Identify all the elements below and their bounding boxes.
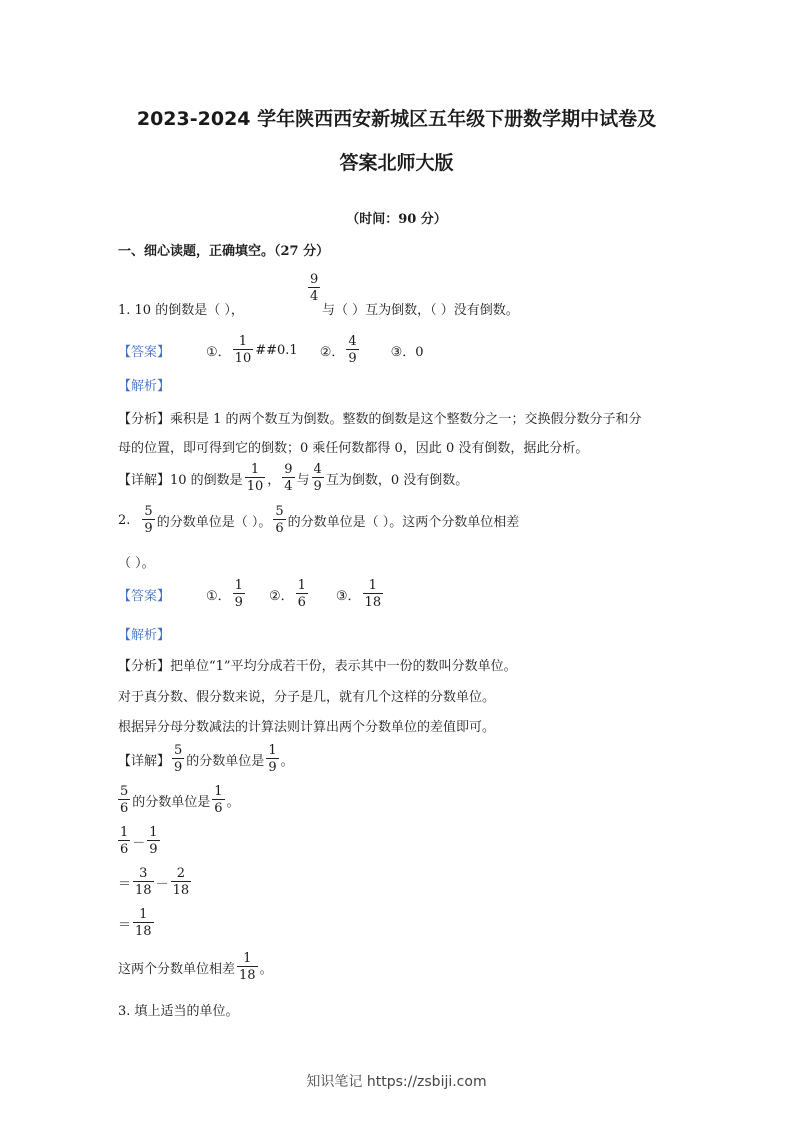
q2-detail-line-1 (118, 743, 294, 775)
detail-text: 的分数单位是 (186, 753, 265, 769)
frac-numerator: 3 (139, 866, 148, 881)
section-heading: 一、细心读题，正确填空。（27 分） (118, 244, 330, 259)
frac-denominator: 18 (135, 924, 152, 939)
frac-denominator: 6 (120, 801, 129, 816)
frac-numerator: 9 (284, 462, 293, 477)
frac-denominator: 6 (275, 521, 284, 536)
q2-answer-line (118, 578, 385, 610)
footer-watermark: 知识笔记 https://zsbiji.com (306, 1074, 487, 1090)
detail-text: 这两个分数单位相差 (118, 961, 236, 977)
frac-numerator: 1 (238, 334, 248, 349)
q1-detail-line (118, 462, 468, 494)
frac-numerator: 1 (214, 784, 223, 799)
question-1 (118, 299, 244, 318)
frac-numerator: 1 (120, 825, 129, 840)
frac-numerator: 5 (120, 784, 129, 799)
answer-3: ③．0 (390, 344, 424, 360)
frac-numerator: 2 (176, 866, 185, 881)
question-2 (118, 504, 519, 536)
frac-numerator: 1 (250, 462, 260, 477)
frac-denominator: 9 (149, 842, 158, 857)
frac-denominator: 6 (297, 595, 306, 610)
frac-numerator: 5 (174, 743, 183, 758)
frac-numerator: 1 (268, 743, 277, 758)
analysis-tag: 【解析】 (118, 628, 171, 643)
frac-denominator: 6 (120, 842, 129, 857)
q2-analysis-line-2: 对于真分数、假分数来说，分子是几，就有几个这样的分数单位。 (118, 690, 496, 705)
minus-sign: － (155, 876, 169, 892)
frac-numerator: 5 (144, 504, 153, 519)
q2-detail-line-3 (118, 825, 162, 857)
minus-sign: － (132, 835, 146, 851)
frac-denominator: 10 (234, 351, 252, 366)
frac-denominator: 18 (172, 883, 190, 898)
frac-numerator: 9 (310, 272, 319, 287)
frac-denominator: 9 (144, 521, 153, 536)
frac-numerator: 1 (139, 907, 148, 922)
frac-denominator: 9 (268, 760, 277, 775)
q1-analysis-line-1: 【分析】乘积是 1 的两个数互为倒数。整数的倒数是这个整数分之一；交换假分数分子和分 (118, 412, 642, 427)
frac-numerator: 1 (149, 825, 158, 840)
equals-sign: ＝ (118, 917, 132, 933)
q1-fraction (306, 272, 322, 304)
frac-numerator: 1 (368, 578, 377, 593)
q1-text-part-2: 与（ ）互为倒数，（ ）没有倒数。 (322, 303, 519, 318)
frac-denominator: 10 (246, 479, 264, 494)
answer-suffix: ##0.1 (255, 342, 298, 358)
answer-mark-1: ①． (206, 588, 231, 604)
q1-analysis-line-2: 母的位置，即可得到它的倒数；0 乘任何数都得 0，因此 0 没有倒数，据此分析。 (118, 441, 589, 456)
frac-numerator: 4 (348, 334, 357, 349)
q2-text-part-2: 的分数单位是（ ）。这两个分数单位相差 (287, 514, 520, 530)
analysis-tag: 【解析】 (118, 379, 171, 394)
frac-denominator: 9 (234, 595, 243, 610)
frac-numerator: 1 (297, 578, 306, 593)
frac-numerator: 4 (313, 462, 322, 477)
equals-sign: ＝ (118, 876, 132, 892)
q2-text-line-2: （ ）。 (118, 556, 155, 571)
frac-denominator: 9 (313, 479, 322, 494)
frac-numerator: 5 (275, 504, 284, 519)
answer-mark-2: ②． (268, 588, 294, 604)
page-title-line-1: 2023-2024 学年陕西西安新城区五年级下册数学期中试卷及 (136, 108, 657, 130)
frac-denominator: 4 (310, 289, 319, 304)
answer-tag: 【答案】 (118, 344, 171, 360)
detail-text: 。 (226, 794, 240, 810)
q2-analysis-line-1: 【分析】把单位“1”平均分成若干份，表示其中一份的数叫分数单位。 (118, 659, 517, 674)
q2-analysis-line-3: 根据异分母分数减法的计算法则计算出两个分数单位的差值即可。 (118, 720, 496, 735)
frac-denominator: 18 (135, 883, 152, 898)
q2-text-part-1: 的分数单位是（ ）。 (156, 514, 272, 530)
answer-mark-2: ②． (319, 344, 345, 360)
q1-answer-line (118, 334, 424, 366)
detail-text: ， (267, 472, 281, 488)
frac-denominator: 18 (364, 595, 382, 610)
frac-numerator: 1 (243, 951, 252, 966)
q1-text-part-1: 1. 10 的倒数是（ ）， (118, 303, 244, 318)
q2-detail-line-4 (118, 866, 193, 898)
q2-detail-line-6 (118, 951, 273, 983)
detail-text: 。 (280, 753, 294, 769)
answer-mark-1: ①． (206, 344, 231, 360)
detail-text: 。 (259, 961, 273, 977)
question-3: 3. 填上适当的单位。 (118, 1004, 239, 1019)
detail-text: 的分数单位是 (132, 794, 211, 810)
page-title-line-2: 答案北师大版 (339, 152, 454, 174)
frac-numerator: 1 (234, 578, 243, 593)
frac-denominator: 4 (284, 479, 293, 494)
q2-detail-line-5 (118, 907, 156, 939)
frac-denominator: 6 (214, 801, 223, 816)
detail-text: 【详解】 (118, 753, 171, 769)
detail-text: 互为倒数，0 没有倒数。 (325, 472, 469, 488)
detail-text: 与 (296, 472, 310, 488)
q2-detail-line-2 (118, 784, 240, 816)
frac-denominator: 9 (348, 351, 357, 366)
frac-denominator: 9 (174, 760, 183, 775)
frac-denominator: 18 (239, 968, 256, 983)
answer-mark-3: ③． (335, 588, 361, 604)
question-number: 2. (118, 512, 131, 528)
detail-text: 【详解】10 的倒数是 (118, 472, 243, 488)
time-note: （时间：90 分） (346, 212, 447, 227)
answer-tag: 【答案】 (118, 588, 171, 604)
